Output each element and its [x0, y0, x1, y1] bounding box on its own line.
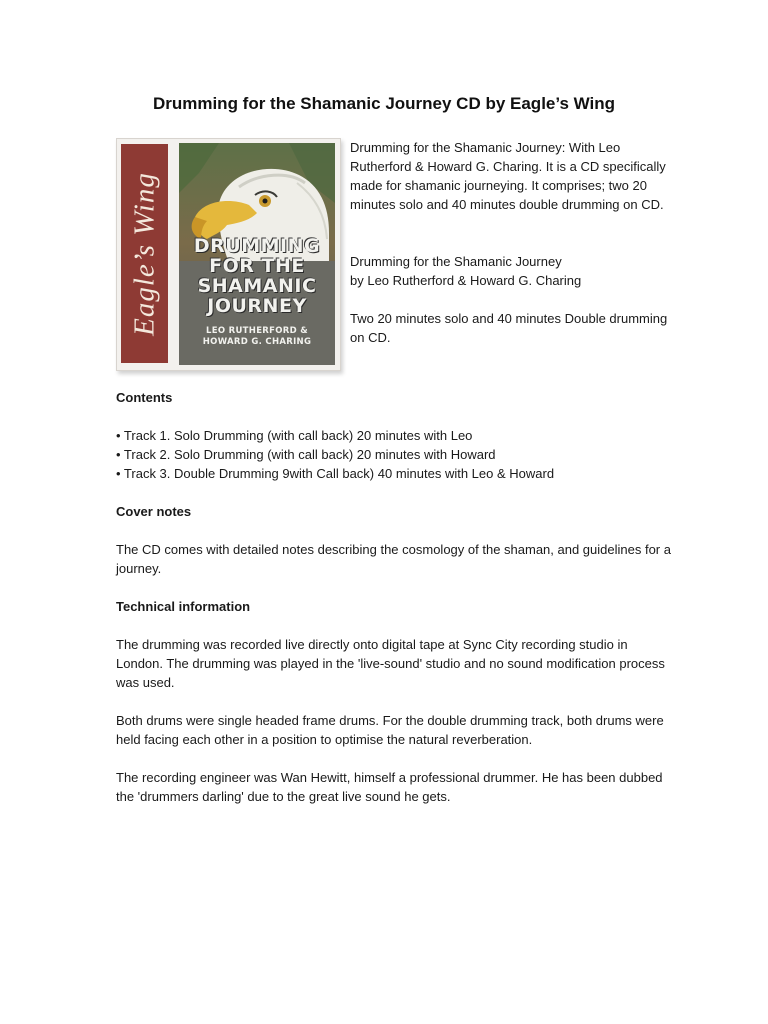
- technical-paragraph: The drumming was recorded live directly onto digital tape at Sync City recording studio in London. The drumming was played in the 'live-sound' studio and no sound modification process was used.: [116, 637, 665, 690]
- track-item: • Track 1. Solo Drumming (with call back) 20 minutes with Leo: [116, 428, 473, 443]
- intro-section: [350, 138, 670, 347]
- cover-title-line: SHAMANIC: [197, 275, 317, 297]
- cover-notes-heading: Cover notes: [116, 504, 192, 519]
- intro-subtitle-line: Drumming for the Shamanic Journey: [350, 254, 562, 269]
- intro-paragraph: Two 20 minutes solo and 40 minutes Double drumming on CD.: [350, 311, 668, 345]
- cover-title-line: JOURNEY: [207, 295, 307, 317]
- track-item: • Track 2. Solo Drumming (with call back) 20 minutes with Howard: [116, 447, 496, 462]
- cover-title-text: [179, 236, 335, 316]
- technical-paragraph: Both drums were single headed frame drums. For the double drumming track, both drums were held facing each other in a position to optimise the natural reverberation.: [116, 713, 664, 747]
- intro-subtitle-line: by Leo Rutherford & Howard G. Charing: [350, 273, 582, 288]
- cover-notes-text: The CD comes with detailed notes describing the cosmology of the shaman, and guidelines for a journey.: [116, 542, 671, 576]
- page-title: Drumming for the Shamanic Journey CD by Eagle’s Wing: [152, 94, 616, 113]
- spine-text: Eagle’s Wing: [128, 171, 160, 336]
- cover-artwork: [179, 143, 335, 365]
- contents-heading: Contents: [116, 390, 173, 405]
- cover-authors-text: [179, 326, 335, 348]
- cover-title-line: DRUMMING: [193, 235, 321, 257]
- cover-spine: [121, 144, 168, 363]
- cover-title-line: FOR THE: [209, 255, 305, 277]
- track-list: [116, 426, 676, 483]
- technical-heading: Technical information: [116, 599, 251, 614]
- cover-author-line: LEO RUTHERFORD &: [206, 326, 308, 336]
- track-item: • Track 3. Double Drumming 9with Call back) 40 minutes with Leo & Howard: [116, 466, 555, 481]
- main-content: [116, 388, 676, 806]
- cover-author-line: HOWARD G. CHARING: [202, 337, 312, 347]
- intro-paragraph: Drumming for the Shamanic Journey: With Leo Rutherford & Howard G. Charing. It is a CD specifically made for shamanic journeying. It comprises; two 20 minutes solo and 40 minutes double drumming on CD.: [350, 140, 666, 212]
- cd-cover-image: [116, 138, 341, 371]
- technical-paragraph: The recording engineer was Wan Hewitt, himself a professional drummer. He has been dubbed the 'drummers darling' due to the great live sound he gets.: [116, 770, 663, 804]
